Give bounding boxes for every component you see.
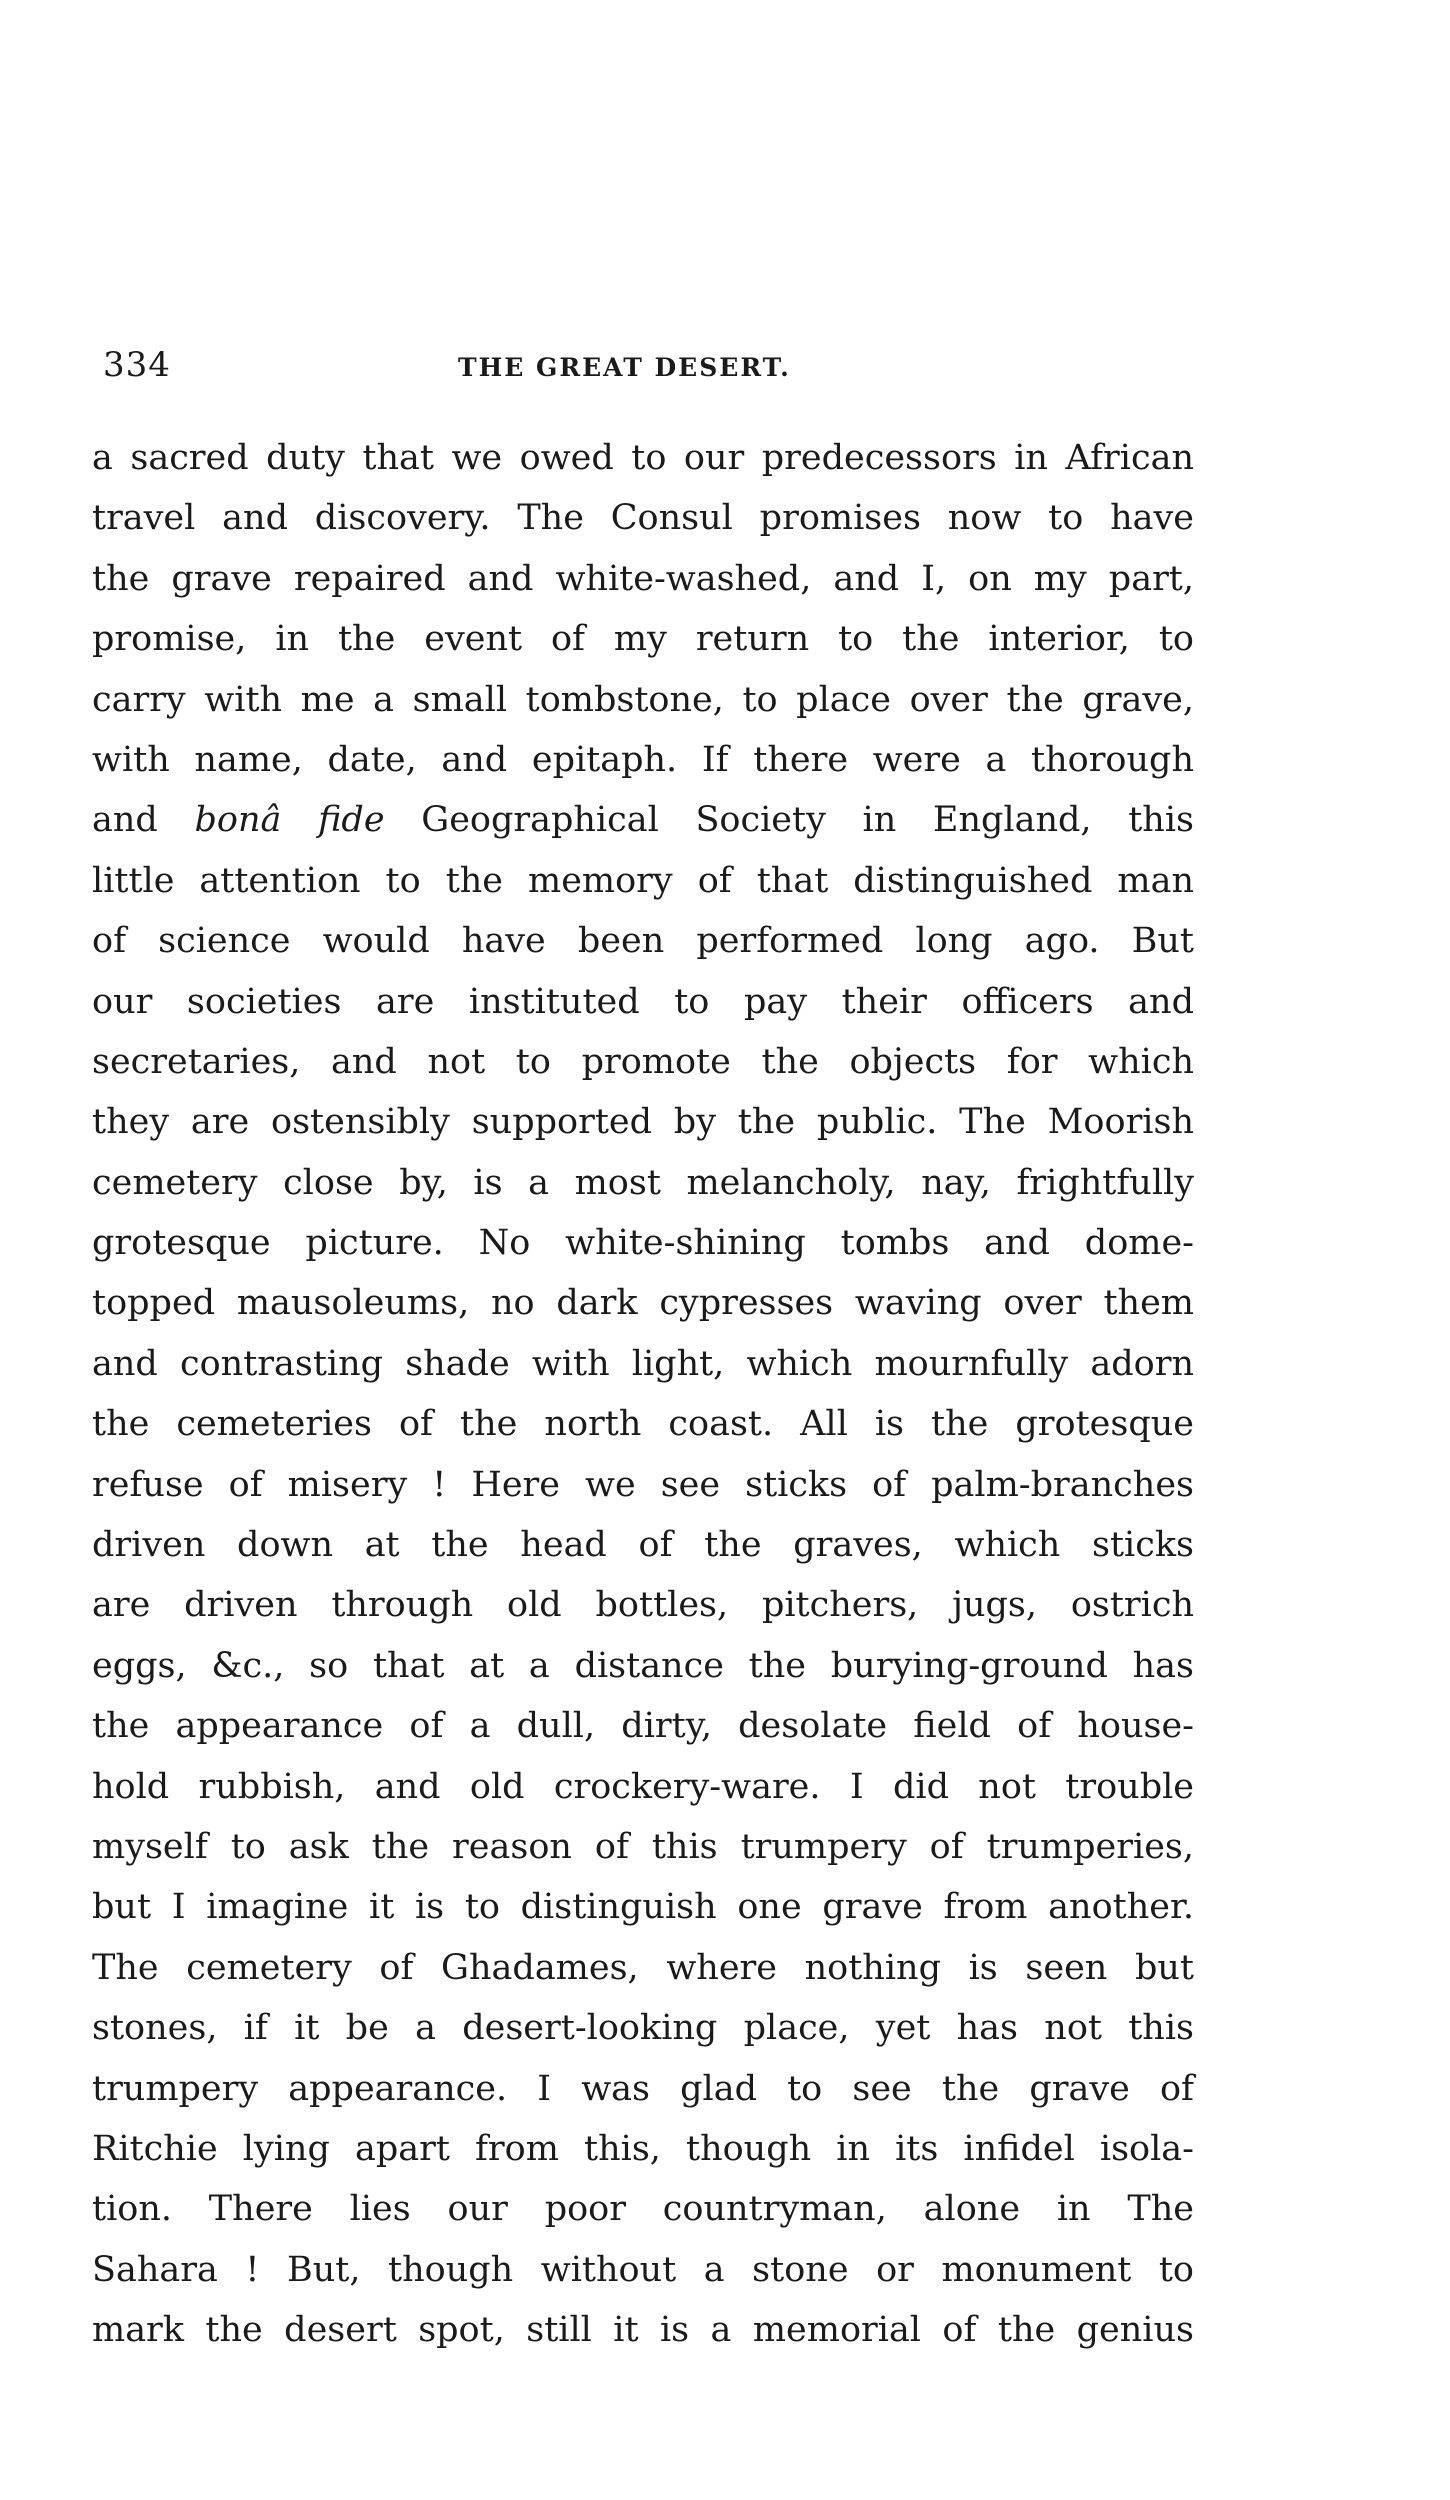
text-line: the grave repaired and white-washed, and I, on my part, xyxy=(92,558,1194,599)
running-title: THE GREAT DESERT. xyxy=(458,353,791,382)
text-line: mark the desert spot, still it is a memorial of the genius xyxy=(92,2310,1194,2351)
page-header xyxy=(103,345,1193,405)
text-fragment: and xyxy=(92,800,158,841)
text-line: secretaries, and not to promote the objects for which xyxy=(92,1041,1194,1082)
text-line: and contrasting shade with light, which mournfully adorn xyxy=(92,1343,1194,1384)
text-line: topped mausoleums, no dark cypresses waving over them xyxy=(92,1283,1194,1324)
text-line: refuse of misery ! Here we see sticks of palm-branches xyxy=(92,1464,1194,1505)
text-line: Ritchie lying apart from this, though in its infidel isola- xyxy=(92,2128,1194,2169)
text-line: little attention to the memory of that distinguished man xyxy=(92,860,1194,901)
text-line: a sacred duty that we owed to our predecessors in African xyxy=(92,438,1194,478)
italic-phrase: bonâ fide xyxy=(194,800,385,841)
text-line: travel and discovery. The Consul promises now to have xyxy=(92,498,1194,539)
text-line: promise, in the event of my return to the interior, to xyxy=(92,619,1194,660)
text-line: The cemetery of Ghadames, where nothing is seen but xyxy=(92,1947,1194,1988)
text-line: stones, if it be a desert-looking place, yet has not this xyxy=(92,2008,1194,2049)
text-line: trumpery appearance. I was glad to see the grave of xyxy=(92,2068,1194,2109)
text-line: are driven through old bottles, pitchers, jugs, ostrich xyxy=(92,1585,1194,1626)
text-line: carry with me a small tombstone, to place over the grave, xyxy=(92,679,1194,720)
text-line: the cemeteries of the north coast. All is the grotesque xyxy=(92,1404,1194,1445)
text-line xyxy=(92,790,1194,850)
text-line: with name, date, and epitaph. If there were a thorough xyxy=(92,739,1194,780)
text-line: but I imagine it is to distinguish one grave from another. xyxy=(92,1887,1194,1928)
text-fragment: Geographical Society in England, this xyxy=(421,800,1194,841)
text-line: cemetery close by, is a most melancholy, nay, frightfully xyxy=(92,1162,1194,1203)
text-line: myself to ask the reason of this trumpery of trumperies, xyxy=(92,1826,1194,1867)
text-line: eggs, &c., so that at a distance the burying-ground has xyxy=(92,1645,1194,1686)
text-line: Sahara ! But, though without a stone or monument to xyxy=(92,2249,1194,2290)
text-line: our societies are instituted to pay their officers and xyxy=(92,981,1194,1022)
text-line: driven down at the head of the graves, which sticks xyxy=(92,1525,1194,1566)
text-line: tion. There lies our poor countryman, alone in The xyxy=(92,2189,1194,2230)
text-line: grotesque picture. No white-shining tombs and dome- xyxy=(92,1223,1194,1264)
page-number: 334 xyxy=(103,345,171,385)
body-text xyxy=(92,428,1194,2361)
text-line: they are ostensibly supported by the public. The Moorish xyxy=(92,1102,1194,1143)
text-line: hold rubbish, and old crockery-ware. I did not trouble xyxy=(92,1766,1194,1807)
text-line: the appearance of a dull, dirty, desolate field of house- xyxy=(92,1706,1194,1747)
text-line: of science would have been performed long ago. But xyxy=(92,921,1194,962)
